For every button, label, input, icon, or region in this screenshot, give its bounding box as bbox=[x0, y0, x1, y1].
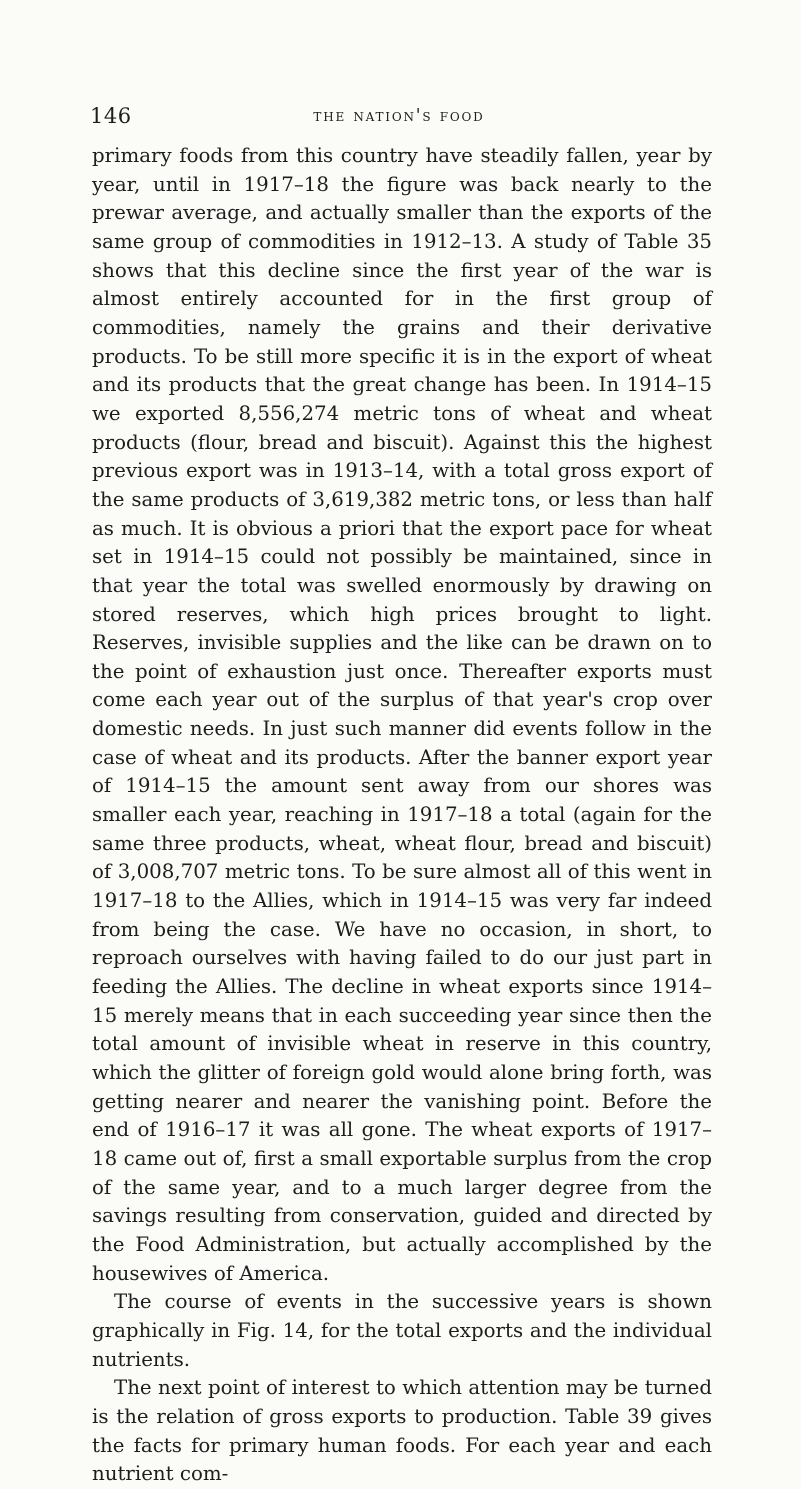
page-number: 146 bbox=[90, 104, 132, 128]
page-header bbox=[90, 104, 708, 132]
body-text bbox=[92, 142, 712, 1489]
paragraph-fig-14: The course of events in the successive years is shown graphically in Fig. 14, for the total exports and the individual nutrients. bbox=[92, 1290, 712, 1371]
paragraph-table-39: The next point of interest to which attention may be turned is the relation of gross exports to production. Table 39 gives the facts for primary human foods. For each year and each nutrient com- bbox=[92, 1376, 712, 1486]
running-head: the nation's food bbox=[313, 106, 485, 126]
paragraph-continuation: primary foods from this country have steadily fallen, year by year, until in 1917–18 the figure was back nearly to the prewar average, and actually smaller than the exports of the same group of commodities in 1912–13. A study of Table 35 shows that this decline since the first year of the war is almost entirely accounted for in the first group of commodities, namely the grains and their derivative products. To be still more specific it is in the export of wheat and its products that the great change has been. In 1914–15 we exported 8,556,274 metric tons of wheat and wheat products (flour, bread and biscuit). Against this the highest previous export was in 1913–14, with a total gross export of the same products of 3,619,382 metric tons, or less than half as much. It is obvious a priori that the export pace for wheat set in 1914–15 could not possibly be maintained, since in that year the total was swelled enormously by drawing on stored reserves, which high prices brought to light. Reserves, invisible supplies and the like can be drawn on to the point of exhaustion just once. Thereafter exports must come each year out of the surplus of that year's crop over domestic needs. In just such manner did events follow in the case of wheat and its products. After the banner export year of 1914–15 the amount sent away from our shores was smaller each year, reaching in 1917–18 a total (again for the same three products, wheat, wheat flour, bread and biscuit) of 3,008,707 metric tons. To be sure almost all of this went in 1917–18 to the Allies, which in 1914–15 was very far indeed from being the case. We have no occasion, in short, to reproach ourselves with having failed to do our just part in feeding the Allies. The decline in wheat exports since 1914–15 merely means that in each succeeding year since then the total amount of invisible wheat in reserve in this country, which the glitter of foreign gold would alone bring forth, was getting nearer and nearer the vanishing point. Before the end of 1916–17 it was all gone. The wheat exports of 1917–18 came out of, first a small exportable surplus from the crop of the same year, and to a much larger degree from the savings resulting from conservation, guided and directed by the Food Administration, but actually accomplished by the housewives of America. bbox=[92, 144, 712, 1285]
